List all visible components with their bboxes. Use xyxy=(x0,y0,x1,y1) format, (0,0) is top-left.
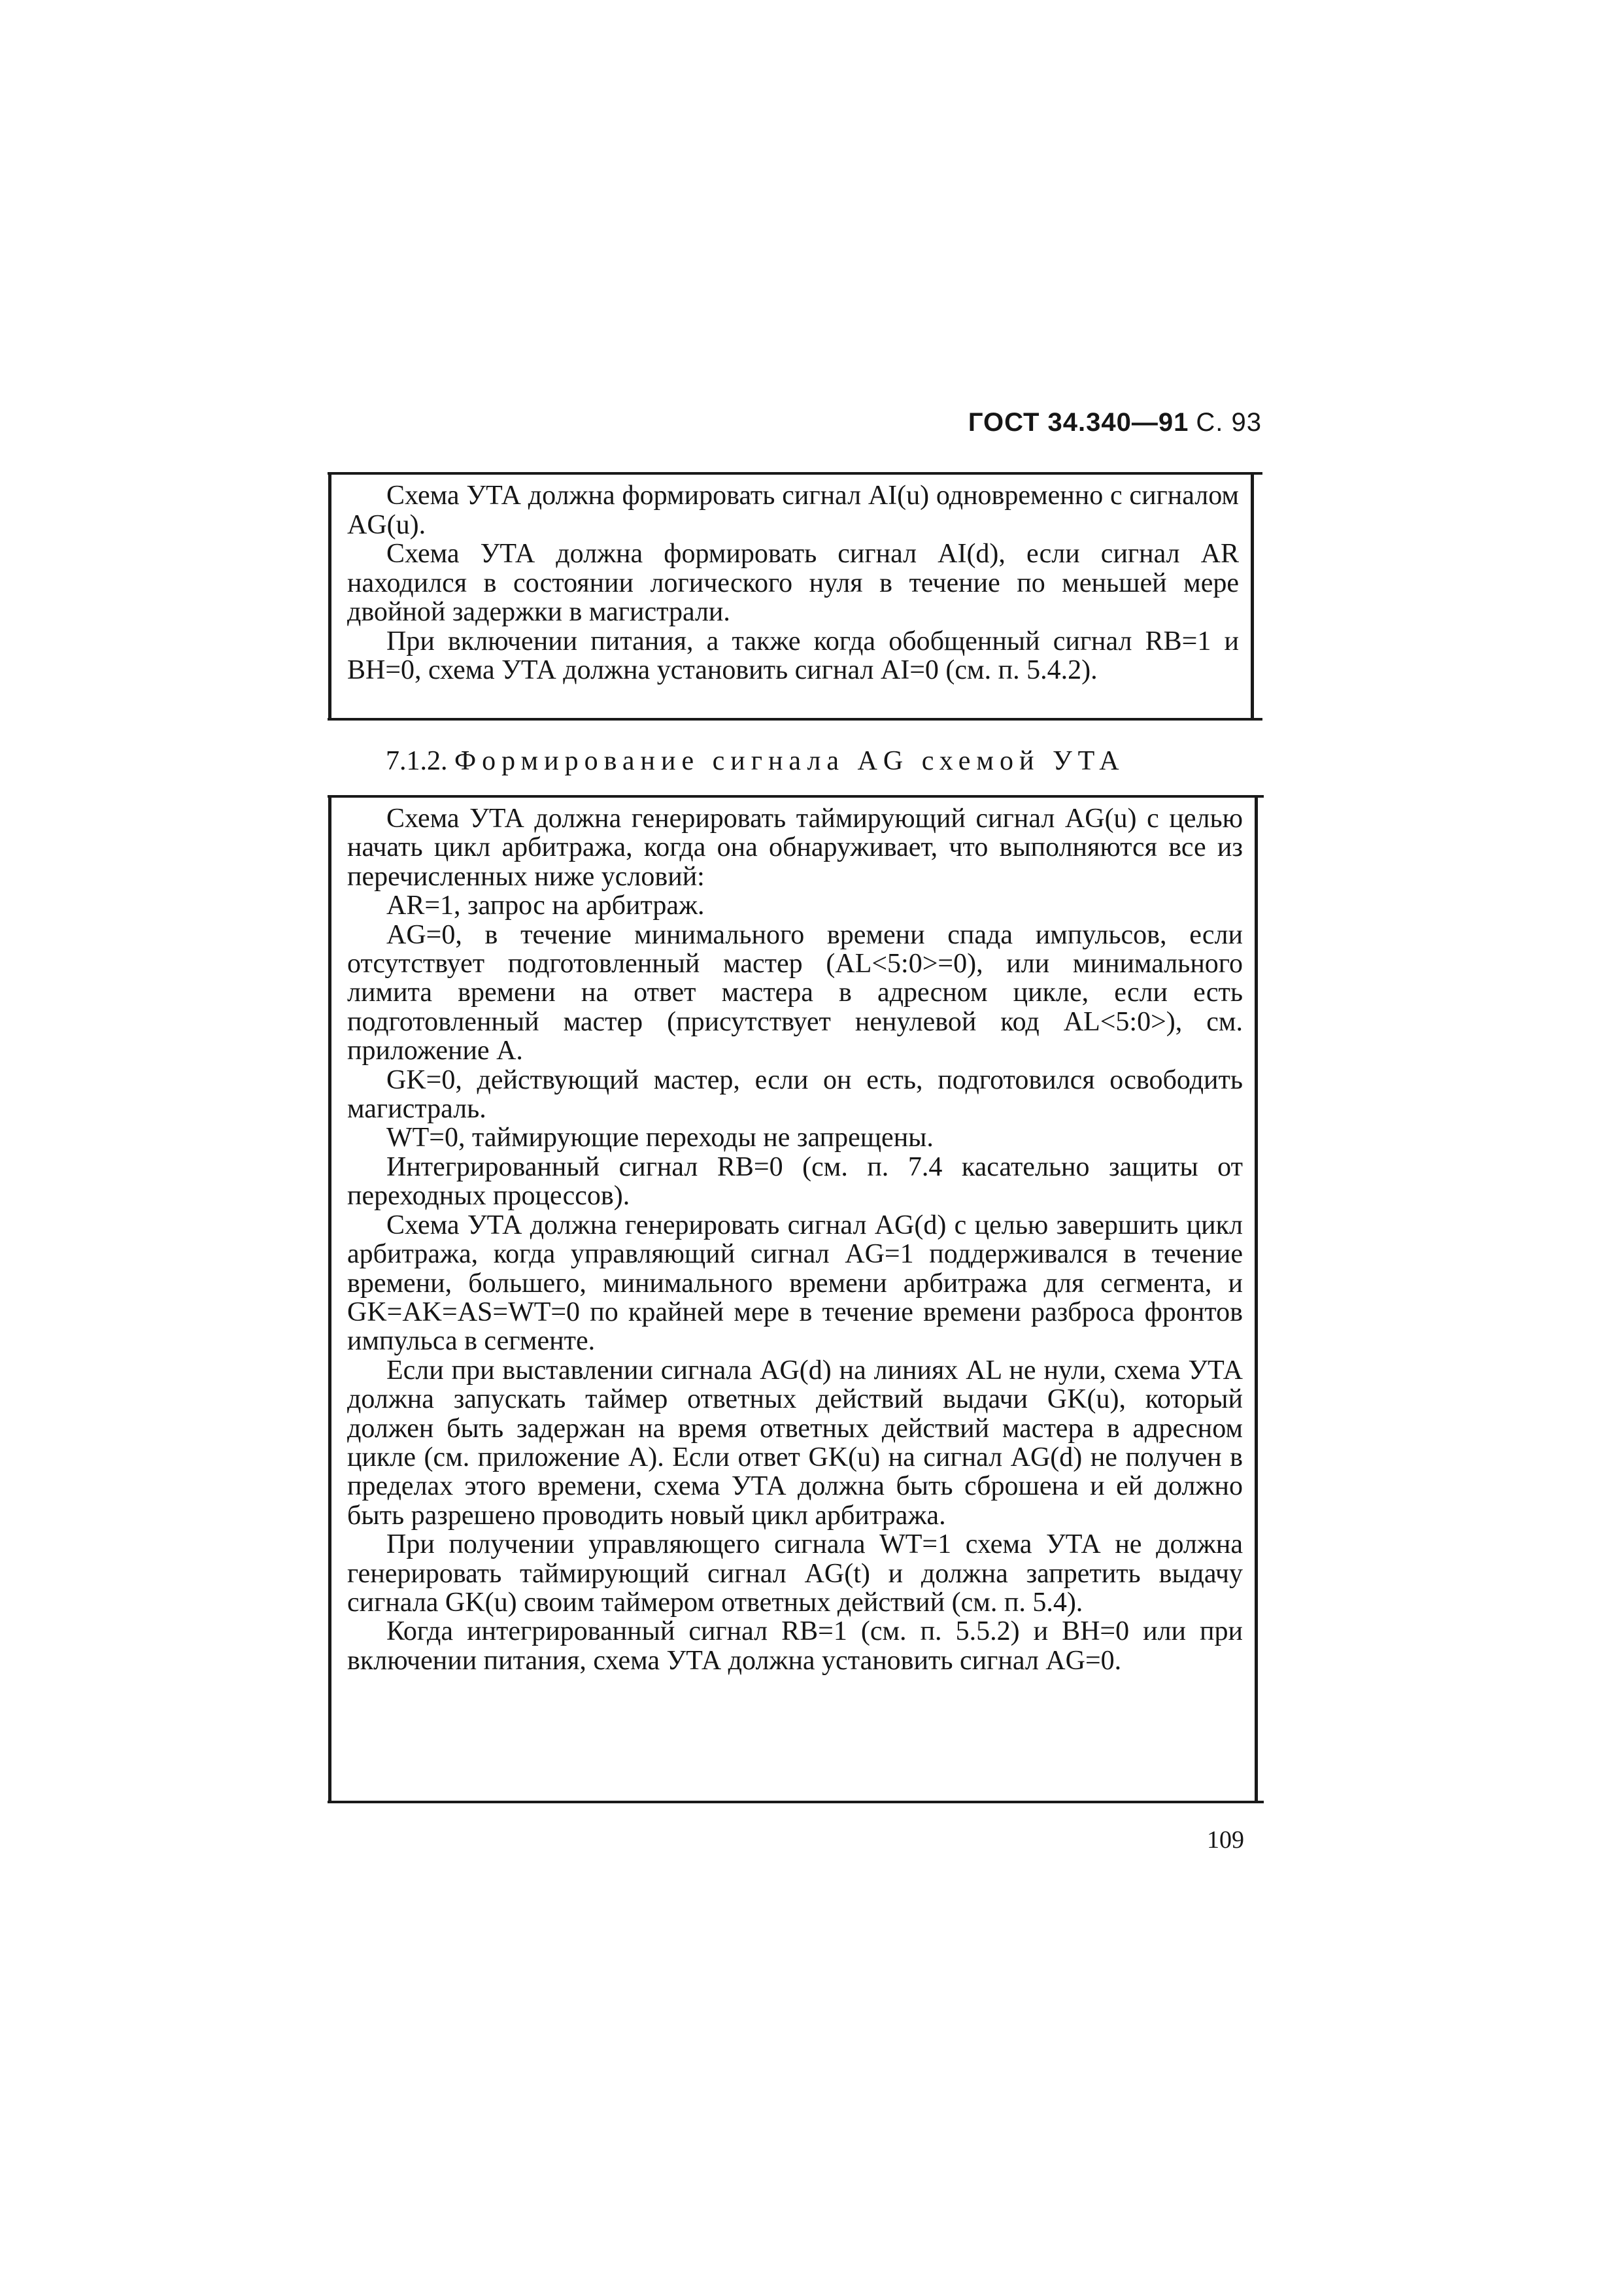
box-top-rule xyxy=(328,795,1264,798)
standard-number: ГОСТ 34.340—91 xyxy=(968,408,1189,437)
page-header xyxy=(968,407,1262,437)
paragraph: При получении управляющего сигнала WT=1 схема УТА не должна генерировать таймирующий сигнал AG(t) и должна запретить выдачу сигнала GK(u) своим таймером ответных действий (см. п. 5.4). xyxy=(347,1529,1243,1618)
section-number: 7.1.2. xyxy=(386,746,448,776)
box-bottom-rule xyxy=(328,718,1262,721)
box-top-rule xyxy=(328,472,1262,475)
paragraph: WT=0, таймирующие переходы не запрещены. xyxy=(386,1123,934,1153)
requirements-box-ag xyxy=(328,795,1258,1801)
box-text xyxy=(347,481,1239,685)
section-heading xyxy=(386,745,1125,777)
paragraph: Интегрированный сигнал RB=0 (см. п. 7.4 касательно защиты от переходных процессов). xyxy=(347,1151,1243,1212)
paragraph: Схема УТА должна формировать сигнал AI(d), если сигнал AR находился в состоянии логического нуля в течение по меньшей мере двойной задержки в магистрали. xyxy=(347,539,1239,627)
requirements-box-ai xyxy=(328,472,1254,718)
paragraph: Схема УТА должна генерировать таймирующий сигнал AG(u) с целью начать цикл арбитража, когда она обнаруживает, что выполняются все из перечисленных ниже условий: xyxy=(347,804,1243,892)
paragraph: Когда интегрированный сигнал RB=1 (см. п. 5.5.2) и BH=0 или при включении питания, схема УТА должна установить сигнал AG=0. xyxy=(347,1616,1243,1676)
paragraph: При включении питания, а также когда обобщенный сигнал RB=1 и BH=0, схема УТА должна установить сигнал AI=0 (см. п. 5.4.2). xyxy=(347,626,1239,685)
box-bottom-rule xyxy=(328,1801,1264,1803)
box-text xyxy=(347,804,1243,1675)
paragraph: AG=0, в течение минимального времени спада импульсов, если отсутствует подготовленный мастер (AL<5:0>=0), или минимального лимита времени на ответ мастера в адресном цикле, если есть подготовленный мастер (присутствует ненулевой код AL<5:0>), см. приложение А. xyxy=(347,919,1243,1066)
paragraph: Схема УТА должна генерировать сигнал AG(d) с целью завершить цикл арбитража, когда управляющий сигнал AG=1 поддерживался в течение времени, большего, минимального времени арбитража для сегмента, и GK=AK=AS=WT=0 по крайней мере в течение времени разброса фронтов импульса в сегменте. xyxy=(347,1210,1243,1357)
page-number: 109 xyxy=(1207,1826,1244,1854)
paragraph: AR=1, запрос на арбитраж. xyxy=(386,891,705,921)
paragraph: GK=0, действующий мастер, если он есть, подготовился освободить магистраль. xyxy=(347,1064,1243,1125)
paragraph: Схема УТА должна формировать сигнал AI(u) одновременно с сигналом AG(u). xyxy=(347,481,1239,540)
section-title: Формирование сигнала AG схемой УТА xyxy=(454,746,1125,776)
paragraph: Если при выставлении сигнала AG(d) на линиях AL не нули, схема УТА должна запускать таймер ответных действий выдачи GK(u), который должен быть задержан на время ответных действий мастера в адресном цикле (см. приложение А). Если ответ GK(u) на сигнал AG(d) не получен в пределах этого времени, схема УТА должна быть сброшена и ей должно быть разрешено проводить новый цикл арбитража. xyxy=(347,1355,1243,1531)
header-page-ref: С. 93 xyxy=(1196,408,1262,437)
